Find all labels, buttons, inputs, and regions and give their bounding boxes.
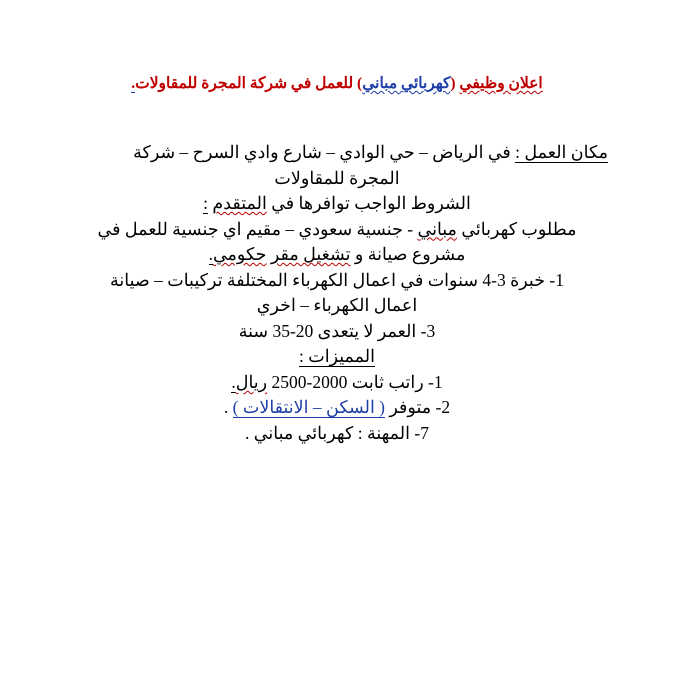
allowances-prefix: 2- متوفر — [389, 397, 451, 418]
req2-period: . — [208, 244, 213, 265]
experience-text: 1- خبرة 3-4 سنوات في اعمال الكهرباء المختلفة تركيبات – صيانة — [110, 269, 564, 290]
title-bracket-close: ) — [357, 75, 363, 92]
salary-text: 1- راتب ثابت 2000-2500 — [271, 371, 443, 392]
body-line-experience-cont — [66, 293, 608, 319]
value-company: المجرة للمقاولات — [274, 167, 400, 188]
document-body — [0, 140, 674, 447]
req2-text-a: مشروع صيانة و — [354, 244, 466, 265]
experience-text-cont: اعمال الكهرباء – اخري — [256, 295, 418, 316]
body-line-requirement-1 — [66, 217, 608, 243]
allowances-value: ( السكن – الانتقالات ) — [232, 397, 386, 418]
title-period: . — [131, 75, 136, 92]
age-text: 3- العمر لا يتعدى 20-35 سنة — [238, 320, 436, 341]
label-benefits: المميزات : — [299, 346, 375, 367]
body-line-benefits-heading — [66, 344, 608, 370]
document-title — [0, 72, 674, 95]
title-job-name: كهربائي مباني — [362, 75, 451, 92]
title-part-1: اعلان وظيفي — [459, 75, 543, 92]
label-conditions-applicant: المتقدم — [212, 193, 267, 214]
label-conditions-colon: : — [203, 193, 208, 214]
req2-text-operation: تشغيل مقر — [270, 244, 351, 265]
salary-period: . — [231, 371, 236, 392]
allowances-period: . — [223, 397, 229, 418]
req2-text-governmental: حكومي — [212, 244, 267, 265]
body-line-location — [66, 140, 608, 166]
profession-text: 7- المهنة : كهربائي مباني . — [245, 423, 429, 444]
body-line-allowances — [66, 395, 608, 421]
body-line-profession — [66, 421, 608, 447]
title-line — [0, 72, 674, 95]
req-text-buildings: مباني — [417, 218, 457, 239]
req-text-a: مطلوب كهربائي — [461, 218, 577, 239]
label-workplace: مكان العمل : — [515, 142, 608, 162]
salary-currency: ريال — [235, 371, 268, 392]
title-bracket-open: ( — [450, 75, 456, 92]
body-line-experience — [66, 268, 608, 294]
title-part-3: للعمل في شركة المجرة للمقاولات — [135, 75, 354, 92]
label-conditions-a: الشروط الواجب توافرها في — [271, 193, 471, 214]
body-line-company — [66, 166, 608, 192]
body-line-salary — [66, 370, 608, 396]
body-line-requirement-2 — [66, 242, 608, 268]
body-line-age — [66, 319, 608, 345]
value-workplace: في الرياض – حي الوادي – شارع وادي السرح – شركة — [133, 142, 511, 162]
body-line-conditions-heading — [66, 191, 608, 217]
req-text-c: - جنسية سعودي – مقيم اي جنسية للعمل في — [97, 218, 414, 239]
